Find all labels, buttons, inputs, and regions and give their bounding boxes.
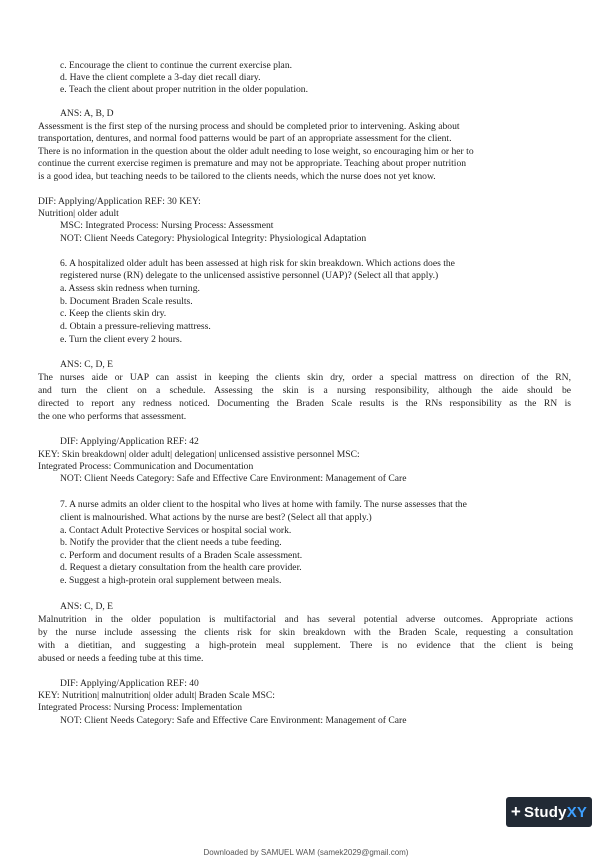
q7-meta-key: KEY: Nutrition| malnutrition| older adult| Braden Scale MSC: <box>38 690 275 701</box>
q6-option-a: a. Assess skin redness when turning. <box>60 283 200 294</box>
q6-meta-process: Integrated Process: Communication and Documentation <box>38 461 254 472</box>
q6-rationale-line: and turn the client on a schedule. Assessing the skin is a nursing responsibility, although the aide should be <box>38 385 571 396</box>
q6-rationale-line: The nurses aide or UAP can assist in keeping the clients skin dry, order a special mattress on direction of the RN, <box>38 372 571 383</box>
logo-text-xy: XY <box>566 803 588 821</box>
logo-text-study: Study <box>524 803 567 821</box>
q7-option-c: c. Perform and document results of a Braden Scale assessment. <box>60 550 303 561</box>
q7-rationale-line: Malnutrition in the older population is multifactorial and has several potential adverse outcomes. Appropriate actions <box>38 614 573 625</box>
q5-meta-dif: DIF: Applying/Application REF: 30 KEY: <box>38 196 201 207</box>
q6-rationale-line: the one who performs that assessment. <box>38 411 187 422</box>
q7-option-b: b. Notify the provider that the client needs a tube feeding. <box>60 537 282 548</box>
q7-stem: 7. A nurse admits an older client to the hospital who lives at home with family. The nurse assesses that the <box>60 499 467 510</box>
q5-rationale-line: There is no information in the question about the older adult needing to lose weight, so encouraging him or her to <box>38 146 474 157</box>
q6-option-b: b. Document Braden Scale results. <box>60 296 193 307</box>
q7-rationale-line: with a dietitian, and suggesting a high-protein meal supplement. There is no evidence that the client is being <box>38 640 573 651</box>
q6-stem: 6. A hospitalized older adult has been assessed at high risk for skin breakdown. Which actions does the <box>60 258 455 269</box>
q7-meta-process: Integrated Process: Nursing Process: Implementation <box>38 702 243 713</box>
studyxy-logo <box>506 797 592 827</box>
q6-stem: registered nurse (RN) delegate to the unlicensed assistive personnel (UAP)? (Select all that apply.) <box>60 270 439 281</box>
q7-stem: client is malnourished. What actions by the nurse are best? (Select all that apply.) <box>60 512 372 523</box>
q6-meta-dif: DIF: Applying/Application REF: 42 <box>60 436 199 447</box>
q6-option-e: e. Turn the client every 2 hours. <box>60 334 183 345</box>
q7-rationale-line: abused or needs a feeding tube at this time. <box>38 653 204 664</box>
q6-option-c: c. Keep the clients skin dry. <box>60 308 167 319</box>
q7-meta-not: NOT: Client Needs Category: Safe and Effective Care Environment: Management of Care <box>60 715 407 726</box>
q6-answer: ANS: C, D, E <box>60 359 114 370</box>
q5-rationale-line: transportation, dentures, and normal food patterns would be part of an appropriate assessment for the client. <box>38 133 452 144</box>
q7-option-d: d. Request a dietary consultation from the health care provider. <box>60 562 302 573</box>
q7-option-a: a. Contact Adult Protective Services or hospital social work. <box>60 525 292 536</box>
q5-rationale-line: is a good idea, but teaching needs to be tailored to the clients needs, which the nurse does not yet know. <box>38 171 436 182</box>
q5-option-d: d. Have the client complete a 3-day diet recall diary. <box>60 72 261 83</box>
q7-option-e: e. Suggest a high-protein oral supplement between meals. <box>60 575 282 586</box>
q5-meta-key: Nutrition| older adult <box>38 208 119 219</box>
q6-meta-not: NOT: Client Needs Category: Safe and Effective Care Environment: Management of Care <box>60 473 407 484</box>
q6-option-d: d. Obtain a pressure-relieving mattress. <box>60 321 211 332</box>
q5-rationale-line: Assessment is the first step of the nursing process and should be completed prior to intervening. Asking about <box>38 121 460 132</box>
q6-rationale-line: directed to report any redness noticed. Documenting the Braden Scale results is the RNs responsibility as the RN is <box>38 398 571 409</box>
q7-rationale-line: by the nurse include assessing the clients risk for skin breakdown with the Braden Scale, requesting a consultation <box>38 627 573 638</box>
q7-answer: ANS: C, D, E <box>60 601 114 612</box>
q5-answer: ANS: A, B, D <box>60 108 114 119</box>
q6-meta-key: KEY: Skin breakdown| older adult| delegation| unlicensed assistive personnel MSC: <box>38 449 360 460</box>
plus-icon: + <box>510 802 522 821</box>
q5-meta-not: NOT: Client Needs Category: Physiological Integrity: Physiological Adaptation <box>60 233 367 244</box>
q5-option-e: e. Teach the client about proper nutrition in the older population. <box>60 84 308 95</box>
q7-meta-dif: DIF: Applying/Application REF: 40 <box>60 678 199 689</box>
download-footer: Downloaded by SAMUEL WAM (samek2029@gmail.com) <box>203 848 409 857</box>
q5-option-c: c. Encourage the client to continue the current exercise plan. <box>60 60 293 71</box>
q5-rationale-line: continue the current exercise regimen is premature and may not be appropriate. Teaching about proper nutrition <box>38 158 467 169</box>
q5-meta-msc: MSC: Integrated Process: Nursing Process: Assessment <box>60 220 274 231</box>
